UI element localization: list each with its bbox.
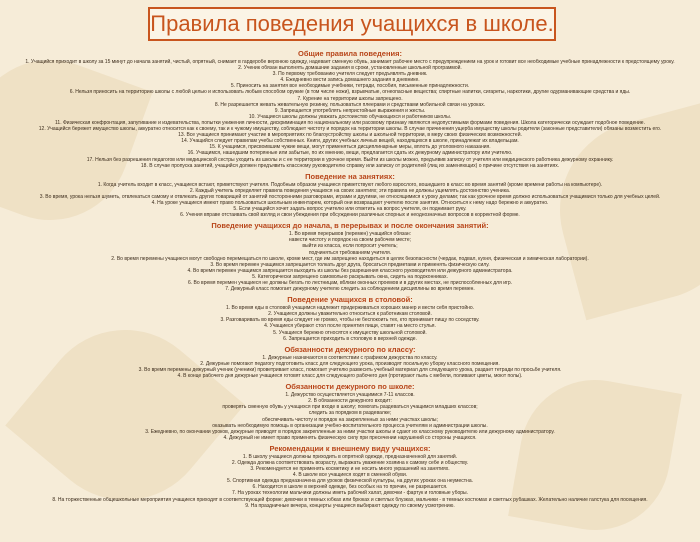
- section-heading: Обязанности дежурного по школе:: [285, 382, 415, 392]
- section-heading: Поведение учащихся в столовой:: [287, 295, 413, 305]
- rule-line: 3. Ежедневно, по окончании уроков, дежурные приводят в порядок закрепленные за ними участки школы и сдают их классному руководителю или дежурному администратору.: [145, 428, 555, 435]
- rule-line: 9. Запрещается употреблять непристойные выражения и жесты.: [274, 107, 426, 114]
- page-title-box: [148, 7, 556, 41]
- rule-line: 4. Дежурный не имеет право применять физическую силу при пресечении нарушений со стороны учащихся.: [223, 434, 477, 441]
- rule-line: 3. Во время перемены дежурный ученик (ученики) проветривает класс, помогает учителю развесить учебный материал для следующего урока, раздает тетради по просьбе учителя.: [138, 366, 562, 373]
- rule-line: 4. В конце рабочего дня дежурные учащиеся готовят класс для следующего рабочего дня (протирают пыль с мебели, поливают цветы, моют полы).: [177, 373, 523, 380]
- rule-line: 5. Приносить на занятия все необходимые учебники, тетради, пособия, письменные принадлежности.: [230, 83, 470, 90]
- rule-line: следить за порядком в раздевалке;: [308, 410, 392, 417]
- rule-line: 2. Во время перемены учащиеся могут свободно перемещаться по школе, кроме мест, где им запрещено находиться в целях безопасности (чердак, подвал, кухня, физическая и химическая лаборатории).: [111, 255, 589, 262]
- rule-line: 7. Дежурный класс помогает дежурному учителю следить за соблюдением дисциплины во время перемен.: [225, 286, 475, 293]
- rule-line: 6. Запрещается приходить в столовую в верхней одежде.: [283, 335, 417, 342]
- rule-line: 4. В школе все учащиеся ходят в сменной обуви.: [292, 472, 408, 479]
- rule-line: 15. К учащимся, присвоившим чужие вещи, могут применяться дисциплинарные меры, вплоть до уголовного наказания.: [209, 144, 491, 151]
- rule-line: подчиняться требованиям учителя.: [308, 249, 392, 256]
- section-heading: Поведение на занятиях:: [305, 171, 395, 181]
- rule-line: проверять сменную обувь у учащихся при входе в школу; помогать раздеваться учащимся младших классов;: [222, 404, 478, 411]
- rule-line: 4. Ежедневно вести запись домашнего задания в дневнике.: [280, 77, 420, 84]
- rule-line: 7. На уроках технологии мальчики должны иметь рабочий халат, девочки - фартук и головные уборы.: [231, 490, 469, 497]
- rule-line: 2. В обязанности дежурного входит:: [308, 398, 392, 405]
- rule-line: 6. Нельзя приносить на территорию школы с любой целью и использовать любым способом оружие (в том числе ножи), взрывчатые, огнеопасные вещества; спиртные напитки, сигареты, наркотики, другие одурманивающие средства и яды.: [69, 89, 631, 96]
- rule-line: 1. Когда учитель входит в класс, учащиеся встают, приветствуют учителя. Подобным образом учащиеся приветствуют любого взрослого, вошедшего в класс во время занятий (кроме времени работы на компьютере).: [97, 181, 603, 188]
- rule-line: 1. Дежурные назначаются в соответствии с графиком дежурства по классу.: [262, 354, 438, 361]
- section-heading: Обязанности дежурного по классу:: [284, 344, 416, 354]
- rule-line: 1. Учащийся приходит в школу за 15 минут до начала занятий, чистый, опрятный, снимает в гардеробе верхнюю одежду, надевает сменную обувь, занимает рабочее место с предупреждением на урок и готовит все необходимые учебные принадлежности к предстоящему уроку.: [25, 59, 675, 65]
- page-title: Правила поведения учащихся в школе.: [150, 11, 554, 36]
- rule-line: навести чистоту и порядок на своем рабочем месте;: [288, 237, 412, 244]
- section-heading: Общие правила поведения:: [298, 49, 402, 58]
- rule-line: 1. В школу учащиеся должны приходить в опрятной одежде, предназначенной для занятий.: [242, 453, 458, 460]
- rule-line: 5. Учащиеся бережно относятся к имуществу школьной столовой.: [273, 329, 427, 336]
- rule-line: оказывать необходимую помощь в организации учебно-воспитательного процесса учителям и администрации школы.: [212, 422, 488, 429]
- rule-line: 2. Каждый учитель определяет правила поведения учащихся на своих занятиях; эти правила не должны ущемлять достоинство ученика.: [189, 187, 511, 194]
- rule-line: 8. Не разрешается жевать жевательную резинку, пользоваться плеерами и средствами мобильной связи на уроках.: [214, 101, 486, 108]
- rule-line: 7. Курение на территории школы запрещено.: [297, 95, 403, 102]
- rule-line: 3. Разговаривать во время еды следует не громко, чтобы не беспокоить тех, кто принимает пищу по соседству.: [220, 317, 480, 324]
- rule-line: 10. Учащиеся школы должны уважать достоинство обучающихся и работников школы.: [248, 113, 452, 120]
- rule-line: 2. Одежда должна соответствовать возрасту, выражать уважение хозяина к самому себе и обществу.: [231, 459, 469, 466]
- rule-line: 1. Дежурство осуществляется учащимися 7-11 классов.: [285, 392, 415, 399]
- rule-line: 4. Учащиеся убирают стол после принятия пищи, ставят на место стулья.: [264, 323, 436, 330]
- rule-line: 5. Если учащийся хочет задать вопрос учителю или ответить на вопрос учителя, он поднимает руку.: [233, 206, 467, 213]
- rule-line: 12. Учащийся бережет имущество школы, аккуратно относится как к своему, так и к чужому имуществу, соблюдает чистоту и порядок на территории школы. В случае причинения ущерба имуществу школы родители (законные представители) обязаны возместить его.: [38, 126, 662, 133]
- rule-line: 6. Во время перемен учащиеся не должны бегать по лестницам, вблизи оконных проемов и в других местах, не приспособленных для игр.: [187, 280, 512, 286]
- rule-line: 16. Учащимся, нашедшим потерянные или забытые, по их мнению, вещи, предлагается сдать их дежурному администратору или учителю.: [187, 150, 513, 157]
- rule-line: 6. Находится в школе в верхней одежде, без особых на то причин, не разрешается.: [252, 484, 448, 491]
- rule-line: 3. По первому требованию учителя следует предъявлять дневник.: [272, 71, 428, 78]
- section-heading: Рекомендации к внешнему виду учащихся:: [269, 443, 431, 453]
- rule-line: 3. Во время, урока нельзя шуметь, отвлекаться самому и отвлекать других товарищей от занятий посторонними разговорами, играми и другими, не относящимися к уроку делами; так как урочное время должно использоваться учащимися только для учебных целей.: [39, 193, 661, 200]
- rule-line: 3. Во время перемен учащимся запрещается толкать друг друга, бросаться предметами и применять физическую силу.: [210, 261, 490, 268]
- section-heading: Поведение учащихся до начала, в перерывах и после окончания занятий:: [211, 221, 489, 231]
- rules-content: [10, 46, 690, 524]
- rule-line: 13. Все учащиеся принимают участие в мероприятиях по благоустройству школы и школьной территории, в меру своих физических возможностей.: [178, 132, 522, 139]
- rule-line: 2. Дежурные помогают педагогу подготовить класс для следующего урока, производят посильную уборку классного помещения.: [200, 360, 500, 367]
- rule-line: 4. На уроке учащиеся имеют право пользоваться школьным инвентарем, который они возвращают учителю после занятия. Относиться к нему надо бережно и аккуратно.: [151, 199, 549, 206]
- rule-line: 14. Учащийся следует правилам учебы собственных. Книги, других учебных личных вещей, находящихся в школе, принадлежат их владельцам.: [181, 138, 519, 145]
- rule-line: 4. Во время перемен учащимся запрещается выходить из школы без разрешения классного руководителя или дежурного администратора.: [187, 267, 513, 274]
- rule-line: 2. Ученик обязан выполнять домашние задания в сроки, установленные школьной программой.: [238, 65, 462, 72]
- rule-line: 2. Учащиеся должны уважительно относиться к работникам столовой.: [268, 311, 432, 318]
- rule-line: 17. Нельзя без разрешения педагогов или медицинской сестры уходить из школы и с ее территории в урочное время. Выйти из школы можно, предъявив записку от учителя или медицинского работника дежурному охраннику.: [86, 156, 614, 163]
- rule-line: 11. Физическая конфронтация, запугивание и издевательства, попытки унижения личности, дискриминация по национальному или расовому признаку являются недопустимыми формами поведения. Школа категорически осуждает подобное поведение.: [55, 119, 645, 126]
- rule-line: 3. Рекомендуется не применять косметику и не носить много украшений на занятиях.: [250, 466, 450, 473]
- rule-line: 1. Во время еды в столовой учащимся надлежит придерживаться хороших манер и вести себя пристойно.: [225, 305, 475, 312]
- rule-line: 5. Категорически запрещено самовольно раскрывать окна, сидеть на подоконниках.: [252, 273, 448, 280]
- rule-line: выйти из класса, если попросит учитель;: [302, 243, 398, 250]
- rule-line: 18. В случае пропуска занятий, учащийся должен предъявить классному руководителю справку или записку от родителей (лиц их заменяющих) о причине отсутствия на занятиях.: [140, 162, 560, 169]
- rule-line: 9. На праздничные вечера, концерты учащиеся выбирают одежду по своему усмотрению.: [245, 502, 455, 509]
- rule-line: 5. Спортивная одежда предназначена для уроков физической культуры, на других уроках она неуместна.: [227, 478, 473, 485]
- rule-line: 6. Учения вправе отстаивать свой взгляд и свои убеждения при обсуждении различных спорных и неоднозначных вопросов в корректной форме.: [180, 212, 520, 219]
- rule-line: 1. Во время перерывов (перемен) учащийся обязан:: [288, 231, 412, 238]
- rule-line: 8. На торжественные общешкольные мероприятия учащиеся приходят в соответствующей форме: девочки в темных юбках или брюках и светлых блузках, мальчики - в темных костюмах и светлых рубашках. Желательно наличие галстука для посещения.: [52, 496, 648, 503]
- rule-line: обеспечивать чистоту и порядок на закрепленных за ними участках школы;: [262, 416, 438, 423]
